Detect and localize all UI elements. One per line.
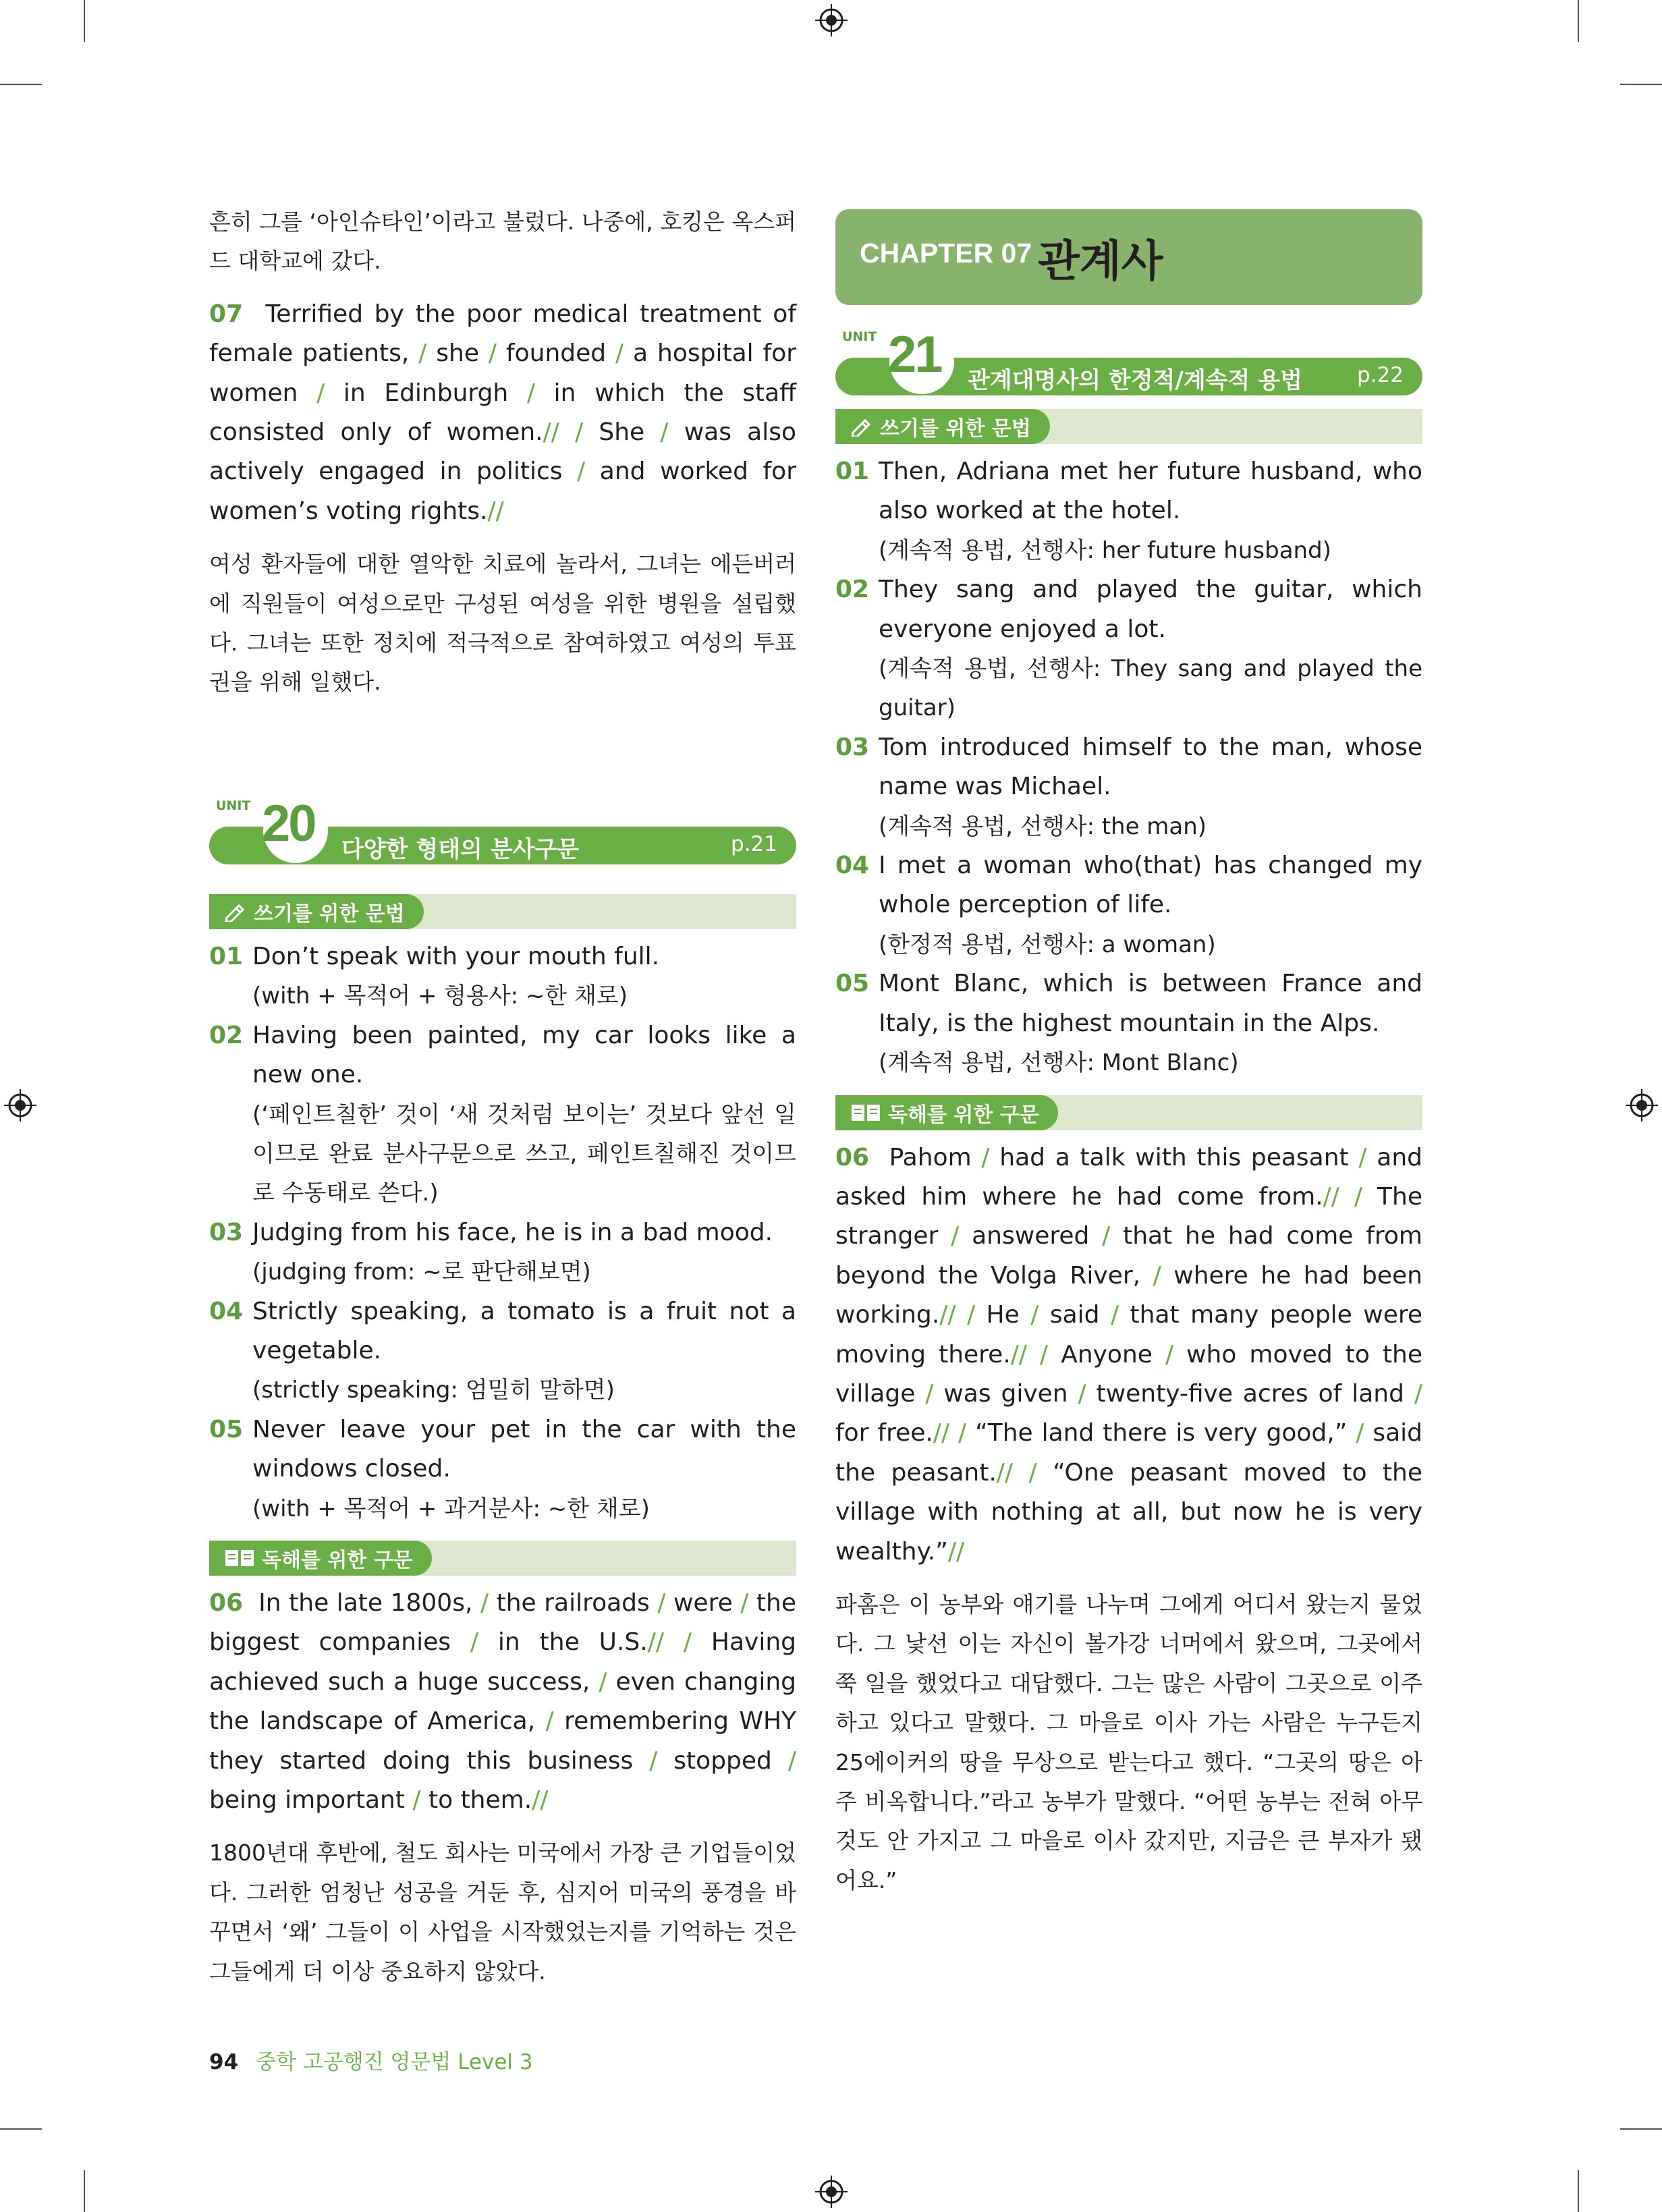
pencil-icon (224, 902, 247, 922)
chunk: “One peasant moved to the village with nothing at all, but now he is very wealthy.” (835, 1458, 1423, 1566)
chunk: The stranger (835, 1182, 1422, 1250)
book-icon (224, 1548, 255, 1568)
chunk: said the peasant. (835, 1419, 1422, 1487)
chunk-divider: / (535, 1707, 565, 1736)
chunk: who moved to the village (835, 1340, 1423, 1408)
list-item (209, 937, 796, 1016)
unit-title: 다양한 형태의 분사구문 (341, 835, 580, 863)
item-sentence: Tom introduced himself to the man, whose name was Michael. (879, 733, 1422, 801)
list-item (209, 1016, 796, 1213)
chunk-divider: / (1140, 1261, 1174, 1290)
section-title: 쓰기를 위한 문법 (880, 417, 1031, 441)
chunk-divider: / (1099, 1301, 1130, 1329)
chunk: in the U.S. (497, 1628, 648, 1657)
writing-items (209, 937, 796, 1528)
chunk-divider: / (649, 1588, 673, 1617)
chunk-divider: / (1348, 1143, 1377, 1171)
list-item (835, 452, 1422, 570)
item-note: (계속적 용법, 선행사: the man) (879, 812, 1207, 840)
passage-07 (209, 295, 796, 531)
chunk-divider: / (1019, 1301, 1050, 1329)
chunk: Having achieved such a huge success, (209, 1628, 796, 1696)
chunk: a hospital for women (209, 339, 797, 407)
chunk: was also actively engaged in politics (209, 418, 797, 486)
item-sentence: I met a woman who(that) has changed my whole perception of life. (879, 852, 1422, 919)
chapter-banner (835, 209, 1422, 305)
chunk: had a talk with this peasant (999, 1143, 1349, 1171)
sentence-divider: // (933, 1419, 950, 1447)
chunk: in Edinburgh (343, 379, 509, 407)
section-writing-grammar (835, 409, 1422, 444)
passage-06-translation: 파홈은 이 농부와 얘기를 나누며 그에게 어디서 왔는지 물었다. 그 낯선 이는 자신이 볼가강 너머에서 왔으며, 그곳에서 쭉 일을 했었다고 대답했다. 그는 많은 사람이 그곳으로 이주하고 있다고 말했다. 그 마을로 이사 가는 사람은 누구든지 25에이커의 땅을 무상으로 받는다고 했다. “그곳의 땅은 아주 비옥합니다.”라고 농부가 말했다. “어떤 농부는 전혀 아무것도 안 가지고 그 마을로 이사 갔지만, 지금은 큰 부자가 됐어요.” (835, 1591, 1422, 1893)
item-note: (with + 목적어 + 형용사: ~한 채로) (252, 983, 628, 1010)
sentence-divider: // (647, 1628, 664, 1657)
chunk: to them. (428, 1786, 532, 1814)
item-note: (계속적 용법, 선행사: They sang and played the guitar) (879, 655, 1422, 722)
chunk-divider: / (451, 1628, 498, 1657)
item-sentence: Never leave your pet in the car with the windows closed. (252, 1415, 796, 1483)
chunk: Pahom (889, 1143, 972, 1171)
question-number: 07 (209, 300, 244, 328)
chunk-divider: / (938, 1222, 972, 1250)
chunk: “The land there is very good,” (975, 1419, 1348, 1447)
section-title: 쓰기를 위한 문법 (254, 902, 405, 926)
chunk: even changing the landscape of America, (209, 1667, 796, 1736)
chunk-divider: / (732, 1588, 756, 1617)
passage-06-translation: 1800년대 후반에, 철도 회사는 미국에서 가장 큰 기업들이었다. 그러한 엄청난 성공을 거둔 후, 심지어 미국의 풍경을 바꾸면서 ‘왜’ 그들이 이 사업을 시작했었는지를 기억하는 것은 그들에게 더 이상 중요하지 않았다. (209, 1840, 796, 1985)
book-icon (850, 1103, 881, 1123)
item-note: (‘페인트칠한’ 것이 ‘새 것처럼 보이는’ 것보다 앞선 일이므로 완료 분사구문으로 쓰고, 페인트칠해진 것이므로 수동태로 쓴다.) (252, 1101, 796, 1207)
passage-07-translation: 여성 환자들에 대한 열악한 치료에 놀라서, 그녀는 에든버러에 직원들이 여성으로만 구성된 여성을 위한 병원을 설립했다. 그녀는 또한 정치에 적극적으로 참여하였고 여성의 투표권을 위해 일했다. (209, 551, 796, 696)
unit-page-ref: p.22 (1357, 363, 1404, 387)
page-number: 94 (209, 2050, 239, 2074)
chunk: the railroads (496, 1588, 650, 1617)
question-number: 06 (209, 1588, 244, 1617)
chunk: and worked for women’s voting rights. (209, 458, 796, 525)
chunk-divider: / (1339, 1182, 1378, 1211)
sentence-divider: // (939, 1301, 956, 1329)
item-note: (with + 목적어 + 과거분사: ~한 채로) (252, 1495, 650, 1522)
chunk-divider: / (562, 458, 600, 486)
chunk-divider: / (508, 379, 554, 407)
item-note: (계속적 용법, 선행사: her future husband) (879, 536, 1331, 564)
sentence-divider: // (543, 418, 559, 447)
chunk-divider: / (633, 1746, 674, 1775)
crop-mark (1578, 0, 1579, 42)
chunk-divider: / (298, 379, 343, 407)
unit-title: 관계대명사의 한정적/계속적 용법 (968, 367, 1302, 394)
item-number: 05 (835, 970, 870, 998)
chunk-divider: / (1404, 1379, 1422, 1408)
passage-06 (835, 1138, 1422, 1572)
chunk-divider: / (971, 1143, 1000, 1171)
item-number: 04 (835, 852, 870, 880)
passage-chunks (209, 1589, 796, 1814)
chunk: where he had been working. (835, 1261, 1422, 1329)
item-sentence: They sang and played the guitar, which everyone enjoyed a lot. (879, 576, 1422, 643)
chunk-divider: / (771, 1746, 796, 1775)
chunk-divider: / (1152, 1340, 1187, 1368)
passage-chunks (209, 300, 796, 525)
chunk-divider: / (606, 339, 634, 368)
list-item (835, 846, 1422, 964)
list-item (209, 1213, 796, 1292)
question-number: 06 (835, 1143, 870, 1171)
chapter-title: 관계사 (1038, 237, 1163, 287)
unit-page-ref: p.21 (731, 831, 777, 856)
chunk: stopped (673, 1746, 772, 1775)
chunk: that many people were moving there. (835, 1301, 1423, 1368)
chunk: In the late 1800s, (258, 1588, 473, 1617)
item-sentence: Strictly speaking, a tomato is a fruit not a vegetable. (252, 1297, 796, 1364)
chunk: being important (209, 1786, 405, 1814)
crop-mark (1620, 2128, 1662, 2130)
list-item (835, 728, 1422, 846)
list-item (835, 570, 1422, 728)
item-note: (한정적 용법, 선행사: a woman) (879, 931, 1216, 958)
chunk-divider: / (915, 1379, 944, 1408)
crop-mark (0, 84, 42, 85)
right-column (835, 209, 1422, 1900)
item-sentence: Mont Blanc, which is between France and Italy, is the highest mountain in the Alps. (879, 970, 1422, 1037)
unit-number: 20 (262, 794, 315, 852)
list-item (835, 964, 1422, 1082)
chunk: in which the staff consisted only of women. (209, 379, 796, 447)
chunk-divider: / (955, 1301, 987, 1329)
page-footer (209, 2045, 533, 2075)
section-title: 독해를 위한 구문 (262, 1548, 413, 1572)
chunk-divider: / (1089, 1222, 1124, 1250)
item-number: 03 (835, 733, 870, 761)
chunk: twenty-five acres of land (1096, 1379, 1404, 1408)
item-sentence: Then, Adriana met her future husband, who also worked at the hotel. (879, 458, 1422, 525)
chunk: were (673, 1588, 733, 1617)
sentence-divider: // (532, 1786, 549, 1814)
passage-chunks (835, 1144, 1422, 1566)
section-tab (209, 1541, 432, 1576)
sentence-divider: // (996, 1458, 1014, 1487)
chunk-divider: / (404, 1786, 428, 1814)
chunk: said (1049, 1301, 1100, 1329)
item-number: 02 (835, 576, 870, 604)
unit-label: UNIT (842, 329, 877, 344)
chunk-divider: / (1347, 1419, 1373, 1447)
sentence-divider: // (1010, 1340, 1028, 1368)
item-number: 04 (209, 1297, 244, 1325)
chunk: was given (943, 1379, 1068, 1408)
chunk: She (599, 418, 645, 447)
chunk: remembering WHY they started doing this business (209, 1707, 797, 1775)
registration-mark-icon (1626, 1089, 1658, 1122)
item-number: 03 (209, 1218, 244, 1246)
item-note: (judging from: ~로 판단해보면) (252, 1259, 591, 1286)
chunk-divider: / (949, 1419, 976, 1447)
left-column (209, 202, 796, 1991)
crop-mark (0, 2128, 42, 2130)
unit-21-header (835, 326, 1422, 397)
chunk: for free. (835, 1419, 933, 1447)
item-sentence: Having been painted, my car looks like a new one. (252, 1021, 796, 1089)
item-note: (strictly speaking: 엄밀히 말하면) (252, 1377, 615, 1404)
registration-mark-icon (815, 4, 848, 36)
section-reading-structure (835, 1095, 1422, 1130)
registration-mark-icon (815, 2176, 848, 2208)
chunk-divider: / (559, 418, 599, 447)
list-item (209, 1292, 796, 1410)
chunk: Terrified by the poor medical treatment of female patients, (209, 300, 796, 368)
item-number: 05 (209, 1415, 244, 1443)
section-reading-structure (209, 1541, 796, 1576)
sentence-divider: // (947, 1537, 965, 1566)
continued-translation: 흔히 그를 ‘아인슈타인’이라고 불렀다. 나중에, 호킹은 옥스퍼드 대학교에 갔다. (209, 209, 796, 275)
chunk: He (986, 1301, 1020, 1329)
crop-mark (1620, 84, 1662, 85)
item-number: 01 (835, 458, 870, 485)
crop-mark (84, 2170, 85, 2212)
registration-mark-icon (4, 1089, 36, 1122)
chunk-divider: / (644, 418, 684, 447)
section-tab (209, 894, 424, 929)
chunk: Anyone (1061, 1340, 1153, 1368)
item-sentence: Judging from his face, he is in a bad mood. (252, 1218, 773, 1246)
crop-mark (1578, 2170, 1579, 2212)
writing-items (835, 452, 1422, 1083)
item-number: 01 (209, 942, 244, 970)
pencil-icon (850, 416, 873, 437)
unit-20-header (209, 794, 796, 866)
section-tab (835, 409, 1050, 444)
item-number: 02 (209, 1021, 244, 1049)
chunk: founded (505, 339, 607, 368)
book-title: 중학 고공행진 영문법 Level 3 (256, 2050, 533, 2074)
chunk: answered (972, 1222, 1090, 1250)
chunk: and asked him where he had come from. (835, 1143, 1422, 1211)
item-sentence: Don’t speak with your mouth full. (252, 942, 660, 970)
chunk-divider: / (478, 339, 506, 368)
chunk-divider: / (1027, 1340, 1061, 1368)
unit-label: UNIT (216, 798, 251, 813)
item-note: (계속적 용법, 선행사: Mont Blanc) (879, 1049, 1239, 1077)
chunk-divider: / (663, 1628, 711, 1657)
unit-number: 21 (888, 326, 941, 383)
sentence-divider: // (1323, 1182, 1339, 1211)
chapter-label: CHAPTER 07 (860, 238, 1032, 269)
chunk-divider: / (1068, 1379, 1097, 1408)
crop-mark (84, 0, 85, 42)
sentence-divider: // (487, 497, 504, 525)
section-tab (835, 1095, 1058, 1130)
section-title: 독해를 위한 구문 (888, 1103, 1039, 1127)
chunk-divider: / (409, 339, 437, 368)
chunk: the biggest companies (209, 1588, 797, 1657)
list-item (209, 1410, 796, 1528)
chunk-divider: / (1013, 1458, 1053, 1487)
chunk-divider: / (472, 1588, 497, 1617)
chunk-divider: / (590, 1667, 616, 1696)
passage-06 (209, 1584, 796, 1820)
chunk: she (436, 339, 479, 368)
section-writing-grammar (209, 894, 796, 929)
chunk: that he had come from beyond the Volga River, (835, 1222, 1423, 1290)
